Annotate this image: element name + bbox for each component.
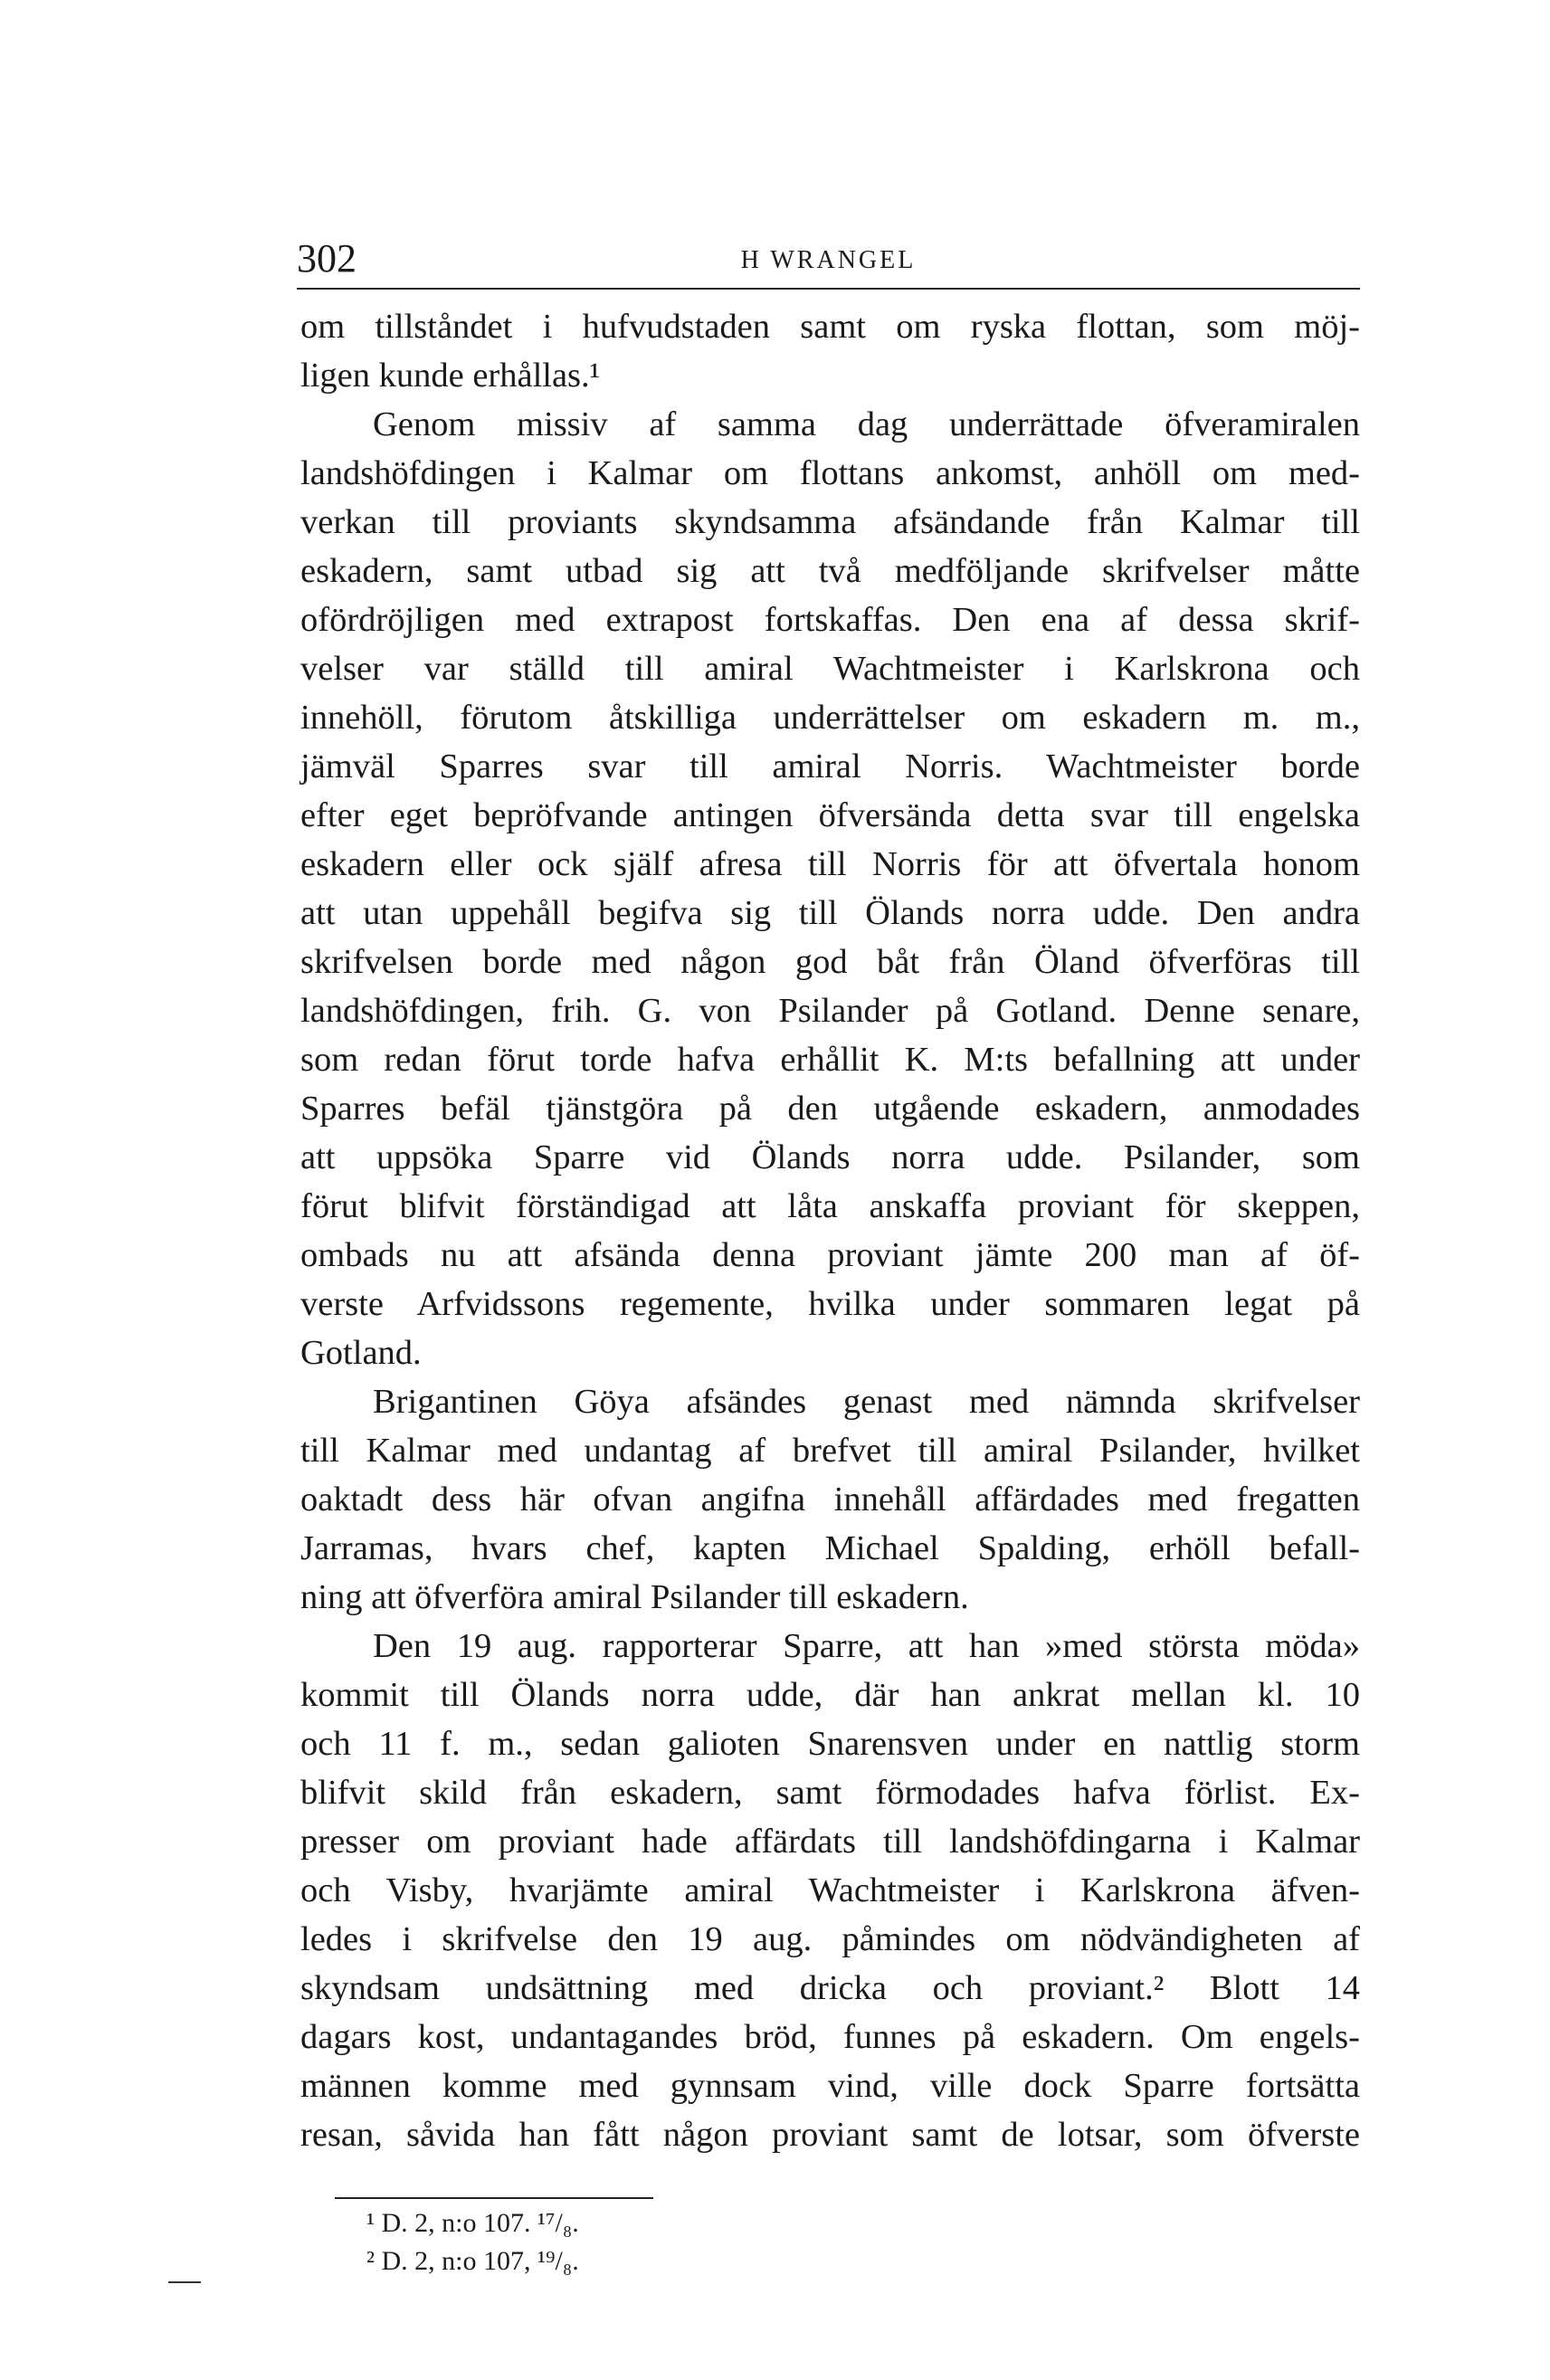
text-line: Genom missiv af samma dag underrättade öfveramiralen bbox=[373, 405, 1360, 443]
text-line: innehöll, förutom åtskilliga underrättelser om eskadern m. m., bbox=[300, 699, 1360, 737]
text-line: till Kalmar med undantag af brefvet till amiral Psilander, hvilket bbox=[300, 1432, 1360, 1470]
header-rule bbox=[297, 288, 1360, 290]
text-line: ning att öfverföra amiral Psilander till eskadern. bbox=[300, 1578, 969, 1616]
text-line: förut blifvit förständigad att låta anskaffa proviant för skeppen, bbox=[300, 1187, 1360, 1225]
text-line: verste Arfvidssons regemente, hvilka under sommaren legat på bbox=[300, 1285, 1360, 1323]
text-line: efter eget bepröfvande antingen öfversända detta svar till engelska bbox=[300, 796, 1360, 834]
text-line: att uppsöka Sparre vid Ölands norra udde. Psilander, som bbox=[300, 1138, 1360, 1176]
footnote-1: ¹ D. 2, n:o 107. ¹⁷/₈. bbox=[366, 2208, 579, 2238]
running-head: H WRANGEL bbox=[740, 246, 917, 274]
text-line: männen komme med gynnsam vind, ville dock Sparre fortsätta bbox=[300, 2067, 1360, 2105]
text-line: verkan till proviants skyndsamma afsändande från Kalmar till bbox=[300, 503, 1360, 541]
text-line: velser var ställd till amiral Wachtmeister i Karlskrona och bbox=[300, 650, 1360, 688]
body-text bbox=[300, 302, 1360, 2159]
text-line: ofördröjligen med extrapost fortskaffas. Den ena af dessa skrif- bbox=[300, 601, 1360, 639]
text-line: Jarramas, hvars chef, kapten Michael Spalding, erhöll befall- bbox=[300, 1529, 1360, 1567]
text-line: och Visby, hvarjämte amiral Wachtmeister i Karlskrona äfven- bbox=[300, 1871, 1360, 1909]
text-line: presser om proviant hade affärdats till landshöfdingarna i Kalmar bbox=[300, 1823, 1360, 1861]
footnote-2: ² D. 2, n:o 107, ¹⁹/₈. bbox=[366, 2246, 579, 2276]
text-line: skrifvelsen borde med någon god båt från Öland öfverföras till bbox=[300, 943, 1360, 981]
text-line: att utan uppehåll begifva sig till Ölands norra udde. Den andra bbox=[300, 894, 1360, 932]
text-line: eskadern eller ock själf afresa till Norris för att öfvertala honom bbox=[300, 845, 1360, 883]
text-line: resan, såvida han fått någon proviant samt de lotsar, som öfverste bbox=[300, 2116, 1360, 2154]
text-line: oaktadt dess här ofvan angifna innehåll affärdades med fregatten bbox=[300, 1480, 1360, 1518]
margin-mark bbox=[168, 2281, 201, 2283]
text-line: och 11 f. m., sedan galioten Snarensven under en nattlig storm bbox=[300, 1725, 1360, 1763]
text-line: eskadern, samt utbad sig att två medföljande skrifvelser måtte bbox=[300, 552, 1360, 590]
text-line: ligen kunde erhållas.¹ bbox=[300, 357, 601, 395]
text-line: som redan förut torde hafva erhållit K. M:ts befallning att under bbox=[300, 1041, 1360, 1079]
text-line: dagars kost, undantagandes bröd, funnes på eskadern. Om engels- bbox=[300, 2018, 1360, 2056]
text-line: ombads nu att afsända denna proviant jämte 200 man af öf- bbox=[300, 1236, 1360, 1274]
text-line: jämväl Sparres svar till amiral Norris. Wachtmeister borde bbox=[300, 747, 1360, 785]
text-line: Gotland. bbox=[300, 1334, 422, 1372]
page-number: 302 bbox=[297, 236, 357, 281]
text-line: Brigantinen Göya afsändes genast med nämnda skrifvelser bbox=[373, 1383, 1360, 1421]
text-line: om tillståndet i hufvudstaden samt om ryska flottan, som möj- bbox=[300, 308, 1360, 346]
footnotes bbox=[366, 2204, 579, 2280]
page-header bbox=[297, 237, 1360, 281]
text-line: kommit till Ölands norra udde, där han ankrat mellan kl. 10 bbox=[300, 1676, 1360, 1714]
text-line: landshöfdingen i Kalmar om flottans ankomst, anhöll om med- bbox=[300, 454, 1360, 492]
text-line: skyndsam undsättning med dricka och proviant.² Blott 14 bbox=[300, 1969, 1360, 2007]
text-line: ledes i skrifvelse den 19 aug. påmindes om nödvändigheten af bbox=[300, 1920, 1360, 1958]
footnote-rule bbox=[335, 2197, 653, 2199]
text-line: Den 19 aug. rapporterar Sparre, att han »med största möda» bbox=[373, 1627, 1360, 1665]
text-line: Sparres befäl tjänstgöra på den utgående eskadern, anmodades bbox=[300, 1090, 1360, 1128]
text-line: landshöfdingen, frih. G. von Psilander på Gotland. Denne senare, bbox=[300, 992, 1360, 1030]
text-line: blifvit skild från eskadern, samt förmodades hafva förlist. Ex- bbox=[300, 1774, 1360, 1812]
